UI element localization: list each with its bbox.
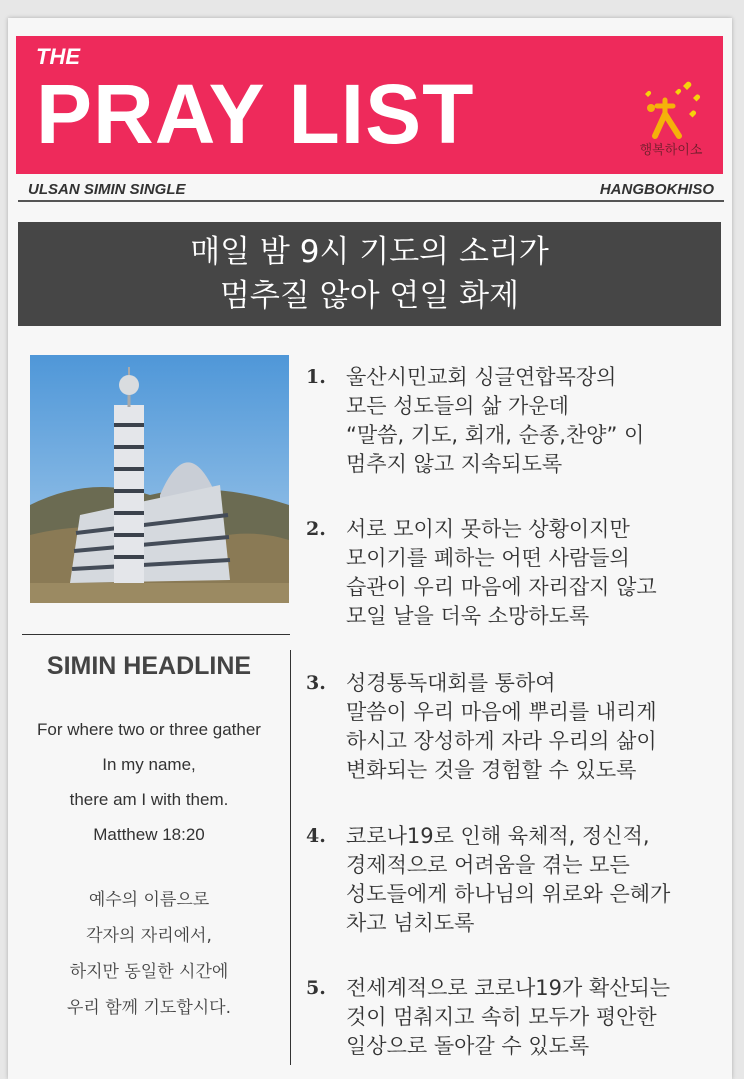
bible-verse	[16, 712, 282, 852]
sidebar-headline: SIMIN HEADLINE	[46, 652, 252, 680]
verse-line: For where two or three gather	[37, 720, 261, 739]
church-photo	[30, 355, 289, 603]
prayer-number: 2.	[306, 518, 326, 540]
subheader-right: HANGBOKHISO	[599, 181, 714, 198]
prayer-text: 울산시민교회 싱글연합목장의 모든 성도들의 삶 가운데 “말씀, 기도, 회개, 순종,찬양” 이 멈추지 않고 지속되도록	[346, 365, 645, 476]
banner-line-1: 매일 밤 9시 기도의 소리가	[190, 234, 549, 270]
headline-banner	[18, 222, 721, 326]
korean-line: 우리 함께 기도합시다.	[66, 998, 231, 1018]
column-divider	[290, 650, 291, 1065]
prayer-number: 5.	[306, 977, 326, 999]
prayer-text: 서로 모이지 못하는 상황이지만 모이기를 폐하는 어떤 사람들의 습관이 우리 마음에 자리잡지 않고 모일 날을 더욱 소망하도록	[346, 517, 657, 628]
prayer-text: 코로나19로 인해 육체적, 정신적, 경제적으로 어려움을 겪는 모든 성도들에게 하나님의 위로와 은혜가 차고 넘치도록	[346, 824, 671, 935]
masthead-title: PRAY LIST	[36, 67, 475, 161]
subheader-bar	[18, 180, 724, 202]
korean-line: 각자의 자리에서,	[86, 926, 212, 946]
logo-figure-icon	[635, 64, 707, 144]
korean-line: 예수의 이름으로	[88, 890, 210, 910]
korean-line: 하지만 동일한 시간에	[69, 962, 229, 982]
prayer-text: 성경통독대회를 통하여 말씀이 우리 마음에 뿌리를 내리게 하시고 장성하게 자라 우리의 삶이 변화되는 것을 경험할 수 있도록	[346, 671, 657, 782]
subheader-left: ULSAN SIMIN SINGLE	[28, 181, 186, 198]
verse-line: there am I with them.	[69, 790, 229, 809]
banner-line-2: 멈추질 않아 연일 화제	[219, 278, 520, 314]
logo-text: 행복하이소	[639, 143, 703, 158]
masthead-the: THE	[36, 44, 80, 69]
masthead	[16, 36, 723, 174]
prayer-number: 4.	[306, 825, 326, 847]
hangbokhiso-logo	[635, 64, 707, 160]
korean-message	[16, 882, 282, 1026]
prayer-number: 3.	[306, 672, 326, 694]
prayer-text: 전세계적으로 코로나19가 확산되는 것이 멈춰지고 속히 모두가 평안한 일상으로 돌아갈 수 있도록	[346, 976, 671, 1058]
verse-line: In my name,	[102, 755, 196, 774]
prayer-number: 1.	[306, 366, 326, 388]
verse-reference: Matthew 18:20	[93, 825, 205, 844]
sidebar-top-rule	[22, 634, 290, 635]
